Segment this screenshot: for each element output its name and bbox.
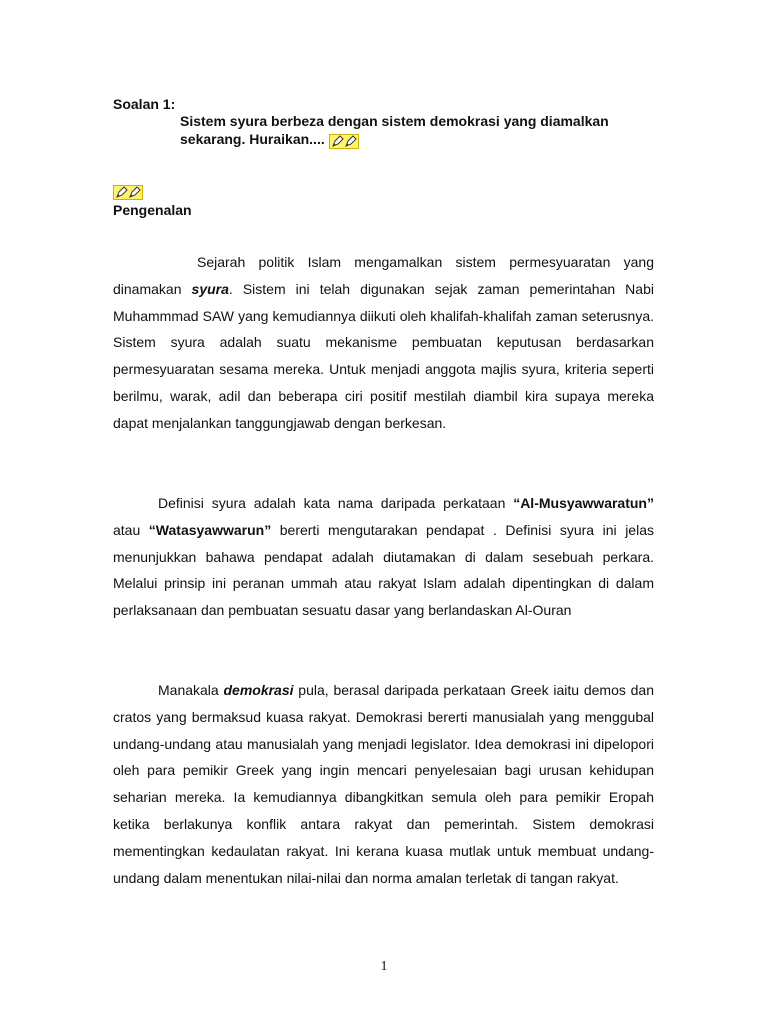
annotation-marker[interactable]	[329, 134, 359, 149]
annotation-marker[interactable]	[113, 185, 143, 200]
paragraph-demokrasi	[113, 677, 654, 891]
pen-note-icon	[331, 135, 344, 148]
section-heading: Pengenalan	[113, 202, 192, 218]
question-text	[180, 112, 650, 149]
pen-note-icon	[115, 186, 128, 199]
term-al-musyawwaratun: “Al-Musyawwaratun”	[513, 495, 654, 511]
paragraph-text: pula, berasal daripada perkataan Greek iaitu demos dan cratos yang bermaksud kuasa rakyat. Demokrasi bererti manusialah yang menggubal undang-undang atau manusialah yang menjadi legislator. Idea demokrasi ini dipelopori oleh para pemikir Greek yang ingin mencari penyelesaian bagi urusan kehidupan seharian mereka. Ia kemudiannya dibangkitkan semula oleh para pemikir Eropah ketika berlakunya konflik antara rakyat dan pemerintah. Sistem demokrasi mementingkan kedaulatan rakyat. Ini kerana kuasa mutlak untuk membuat undang-undang dalam menentukan nilai-nilai dan norma amalan terletak di tangan rakyat.	[113, 682, 654, 886]
section-annotation-marker[interactable]	[113, 182, 143, 200]
paragraph-text: Sejarah politik Islam mengamalkan sistem permesyuaratan yang dinamakan	[113, 254, 654, 297]
term-syura: syura	[191, 280, 229, 297]
pen-note-icon	[128, 186, 141, 199]
pen-note-icon	[344, 135, 357, 148]
question-label: Soalan 1:	[113, 96, 176, 112]
paragraph-text: Definisi syura adalah kata nama daripada perkataan	[158, 495, 514, 511]
paragraph-text: bererti mengutarakan pendapat . Definisi syura ini jelas menunjukkan bahawa pendapat adalah diutamakan di dalam sesebuah perkara. Melalui prinsip ini peranan ummah atau rakyat Islam adalah dipentingkan di dalam perlaksanaan dan pembuatan sesuatu dasar yang berlandaskan Al-Ouran	[113, 521, 654, 619]
term-demokrasi: demokrasi	[223, 682, 294, 698]
question-body: Sistem syura berbeza dengan sistem demokrasi yang diamalkan sekarang. Huraikan....	[180, 113, 609, 147]
paragraph-text: atau	[113, 521, 149, 538]
page-number: 1	[380, 959, 388, 974]
paragraph-text: Manakala	[158, 682, 224, 698]
paragraph-text: . Sistem ini telah digunakan sejak zaman pemerintahan Nabi Muhammmad SAW yang kemudiannya diikuti oleh khalifah-khalifah zaman seterusnya. Sistem syura adalah suatu mekanisme pembuatan keputusan berdasarkan permesyuaratan sesama mereka. Untuk menjadi anggota majlis syura, kriteria seperti berilmu, warak, adil dan beberapa ciri positif mestilah diambil kira supaya mereka dapat menjalankan tanggungjawab dengan berkesan.	[113, 280, 654, 431]
term-watasyawwarun: “Watasyawwarun”	[148, 521, 272, 538]
paragraph-definisi	[113, 490, 654, 624]
paragraph-sejarah	[113, 249, 654, 437]
